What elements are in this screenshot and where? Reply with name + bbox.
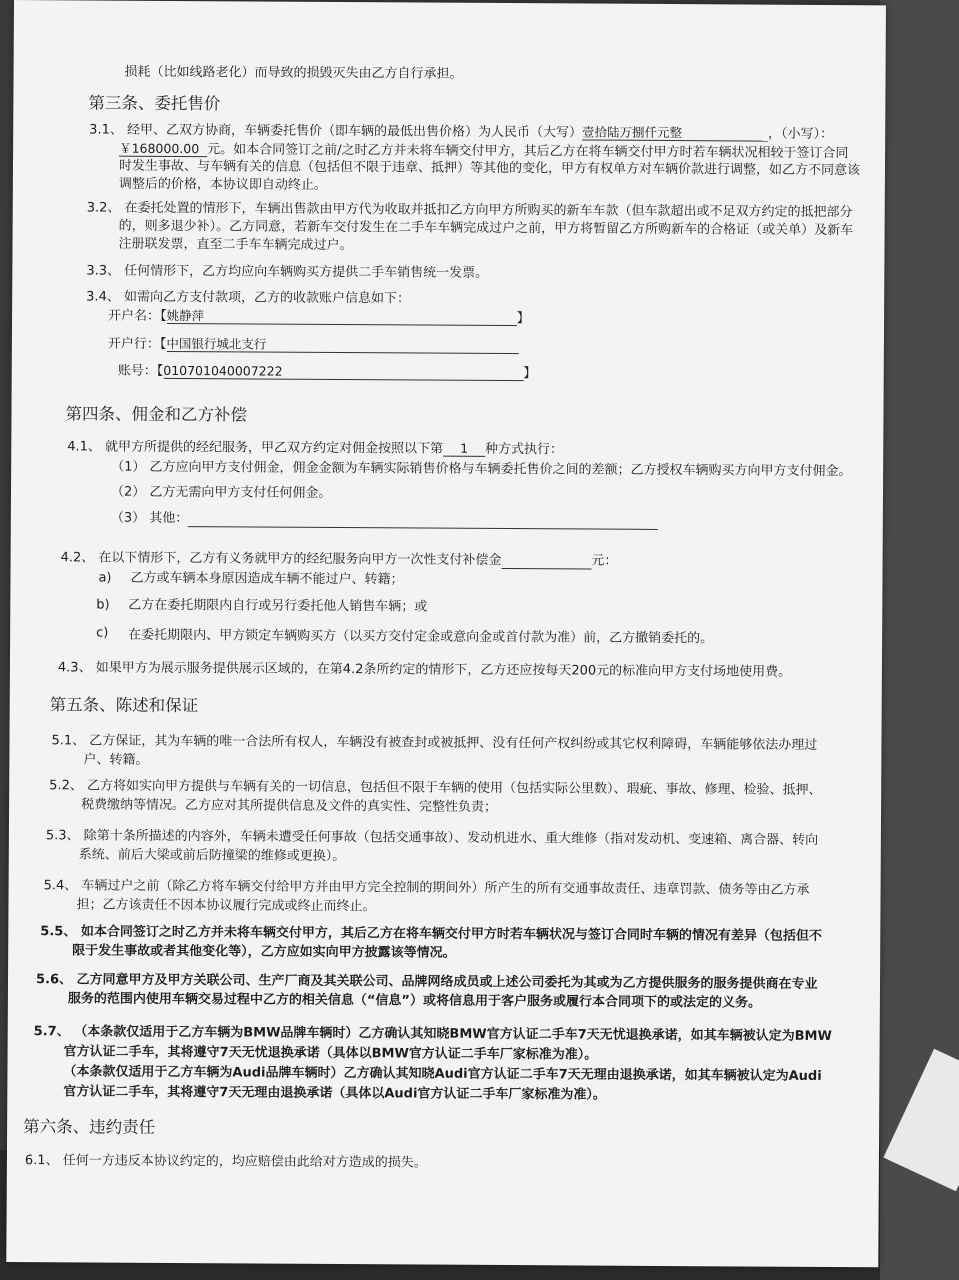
article-3-title: 第三条、委托售价 [88, 93, 221, 114]
clause-5-1-line2: 户、转籍。 [83, 752, 149, 768]
clause-3-3: 3.3、 任何情形下，乙方均应向车辆购买方提供二手车销售统一发票。 [86, 263, 489, 281]
clause-5-5-line2: 限于发生事故或者其他变化等），乙方应如实向甲方披露该等情况。 [72, 943, 456, 961]
clause-5-4-line1: 5.4、 车辆过户之前（除乙方将车辆交付给甲方并由甲方完全控制的期间外）所产生的所有交通事故责任、违章罚款、债务等由乙方承 [43, 878, 810, 898]
clause-6-1: 6.1、 任何一方违反本协议约定的，均应赔偿由此给对方造成的损失。 [24, 1153, 427, 1171]
case-c-label: c) [96, 625, 109, 641]
clause-5-6-line2: 服务的范围内使用车辆交易过程中乙方的相关信息（“信息”）或将信息用于客户服务或履行本合同项下的或法定的义务。 [67, 991, 762, 1011]
commission-option-field: 1 [443, 441, 485, 457]
account-number-label: 账号： [117, 363, 157, 379]
compensation-amount-field [501, 553, 591, 570]
clause-5-6-line1: 5.6、 乙方同意甲方及甲方关联公司、生产厂商及其关联公司、品牌网络成员或上述公司委托为其或为乙方提供服务的服务提供商在专业 [35, 972, 818, 992]
price-uppercase-field: 壹拾陆万捌仟元整 [582, 124, 768, 141]
clause-5-3-line2: 系统、前后大梁或前后防撞梁的维修或更换）。 [78, 847, 346, 865]
clause-5-7-line1: 5.7、 （本条款仅适用于乙方车辆为BMW品牌车辆时）乙方确认其知晓BMW官方认证二手车7天无忧退换承诺，如其车辆被认定为BMW [33, 1024, 832, 1045]
clause-5-2-line1: 5.2、 乙方将如实向甲方提供与车辆有关的一切信息，包括但不限于车辆的使用（包括实际公里数）、瑕疵、事故、修理、检验、抵押、 [49, 778, 822, 798]
account-bank-row [108, 336, 519, 356]
clause-3-1-text-b: ，（小写）： [767, 126, 834, 143]
clause-4-1 [67, 438, 563, 458]
account-name-label: 开户名： [108, 308, 161, 324]
article-4-title: 第四条、佣金和乙方补偿 [65, 404, 248, 425]
clause-5-5-line1: 5.5、 如本合同签订之时乙方并未将车辆交付甲方，其后乙方在将车辆交付甲方时若车辆状况与签订合同时车辆的情况有差异（包括但不 [40, 924, 822, 944]
clause-5-1-line1: 5.1、 乙方保证，其为车辆的唯一合法所有权人，车辆没有被查封或被抵押、没有任何产权纠纷或其它权利障碍，车辆能够依法办理过 [51, 733, 818, 753]
clause-5-7-line4: 官方认证二手车，其将遵守7天无理由退换承诺（具体以Audi官方认证二手车厂家标准为准）。 [63, 1084, 606, 1103]
bracket-close: 】 [516, 311, 530, 327]
contract-page [6, 0, 886, 1267]
clause-3-2-line2: 的，则多退少补）。乙方同意，若新车交付发生在二手车车辆完成过户之前，甲方将暂留乙方所购新车的合格证（或关单）及新车 [118, 218, 854, 239]
account-name-field: 姚静萍 [167, 308, 517, 326]
commission-option-3-label: （3） 其他： [110, 510, 189, 527]
clause-5-7-line3: （本条款仅适用于乙方车辆为Audi品牌车辆时）乙方确认其知晓Audi官方认证二手车7天无理由退换承诺，如其车辆被认定为Audi [63, 1064, 822, 1084]
clause-4-2-text: 4.2、 在以下情形下，乙方有义务就甲方的经纪服务向甲方一次性支付补偿金 [60, 550, 502, 568]
account-number-row [118, 363, 537, 383]
other-option-field [188, 511, 658, 530]
bracket-open: 【 [159, 336, 167, 352]
bracket-close: 】 [523, 366, 537, 382]
clause-4-2-text-b: 元： [591, 553, 618, 569]
account-number-field: 010701040007222 [163, 363, 523, 381]
clause-3-1-line4: 调整后的价格，本协议即自动终止。 [118, 176, 327, 193]
article-6-title: 第六条、违约责任 [23, 1117, 156, 1137]
article-5-title: 第五条、陈述和保证 [49, 695, 199, 716]
clause-3-1-text-c: 元。如本合同签订之前/之时乙方并未将车辆交付甲方，其后乙方在将车辆交付甲方时若车辆状况相较于签订合同 [207, 142, 849, 162]
top-continuation-line: 损耗（比如线路老化）而导致的损毁灭失由乙方自行承担。 [124, 64, 463, 82]
clause-5-3-line1: 5.3、 除第十条所描述的内容外，车辆未遭受任何事故（包括交通事故）、发动机进水、重大维修（指对发动机、变速箱、离合器、转向 [45, 828, 819, 848]
case-b-label: b) [96, 597, 110, 613]
clause-4-2 [61, 550, 618, 569]
account-bank-field: 中国银行城北支行 [166, 336, 518, 354]
bracket-open: 【 [156, 363, 164, 379]
case-a-label: a) [98, 570, 112, 586]
clause-3-1-text: 3.1、 经甲、乙双方协商，车辆委托售价（即车辆的最低出售价格）为人民币（大写） [89, 122, 583, 141]
clause-5-7-line2: 官方认证二手车，其将遵守7天无忧退换承诺（具体以BMW官方认证二手车厂家标准为准）。 [63, 1044, 598, 1063]
clause-3-1-line3: 时发生事故、与车辆有关的信息（包括但不限于违章、抵押）等其他的变化，甲方有权单方对车辆价款进行调整，如乙方不同意该 [118, 158, 861, 179]
clause-3-4: 3.4、 如需向乙方支付款项，乙方的收款账户信息如下： [86, 289, 411, 307]
bracket-open: 【 [160, 308, 167, 324]
clause-5-2-line2: 税费缴纳等情况。乙方应对其所提供信息及文件的真实性、完整性负责； [81, 797, 498, 815]
case-c-text: 在委托期限内、甲方锁定车辆购买方（以买方交付定金或意向金或首付款为准）前，乙方撤销委托的。 [128, 627, 714, 647]
clause-3-2-line1: 3.2、 在委托处置的情形下，车辆出售款由甲方代为收取并抵扣乙方向甲方所购买的新车车款（但车款超出或不足双方约定的抵把部分 [86, 200, 853, 221]
clause-3-1-line1 [89, 121, 833, 143]
clause-4-1-text-b: 种方式执行： [485, 441, 564, 458]
clause-4-1-text: 4.1、 就甲方所提供的经纪服务，甲乙双方约定对佣金按照以下第 [67, 439, 444, 457]
commission-option-3 [111, 511, 658, 530]
account-name-row [108, 308, 530, 328]
case-a-text: 乙方或车辆本身原因造成车辆不能过户、转籍； [130, 570, 404, 588]
clause-5-4-line2: 担；乙方该责任不因本协议履行完成或终止而终止。 [76, 897, 376, 915]
price-numeric-field: ￥168000.00 [119, 141, 207, 158]
commission-option-1: （1） 乙方应向甲方支付佣金，佣金金额为车辆实际销售价格与车辆委托售价之间的差额；乙方授权车辆购买方向甲方支付佣金。 [111, 459, 852, 480]
clause-3-2-line3: 注册联发票，直至二手车车辆完成过户。 [118, 236, 353, 254]
clause-4-3: 4.3、 如果甲方为展示服务提供展示区域的，在第4.2条所约定的情形下，乙方还应按每天200元的标准向甲方支付场地使用费。 [57, 660, 792, 680]
account-bank-label: 开户行： [107, 336, 160, 352]
case-b-text: 乙方在委托期限内自行或另行委托他人销售车辆；或 [128, 597, 428, 615]
commission-option-2: （2） 乙方无需向甲方支付任何佣金。 [110, 484, 332, 501]
